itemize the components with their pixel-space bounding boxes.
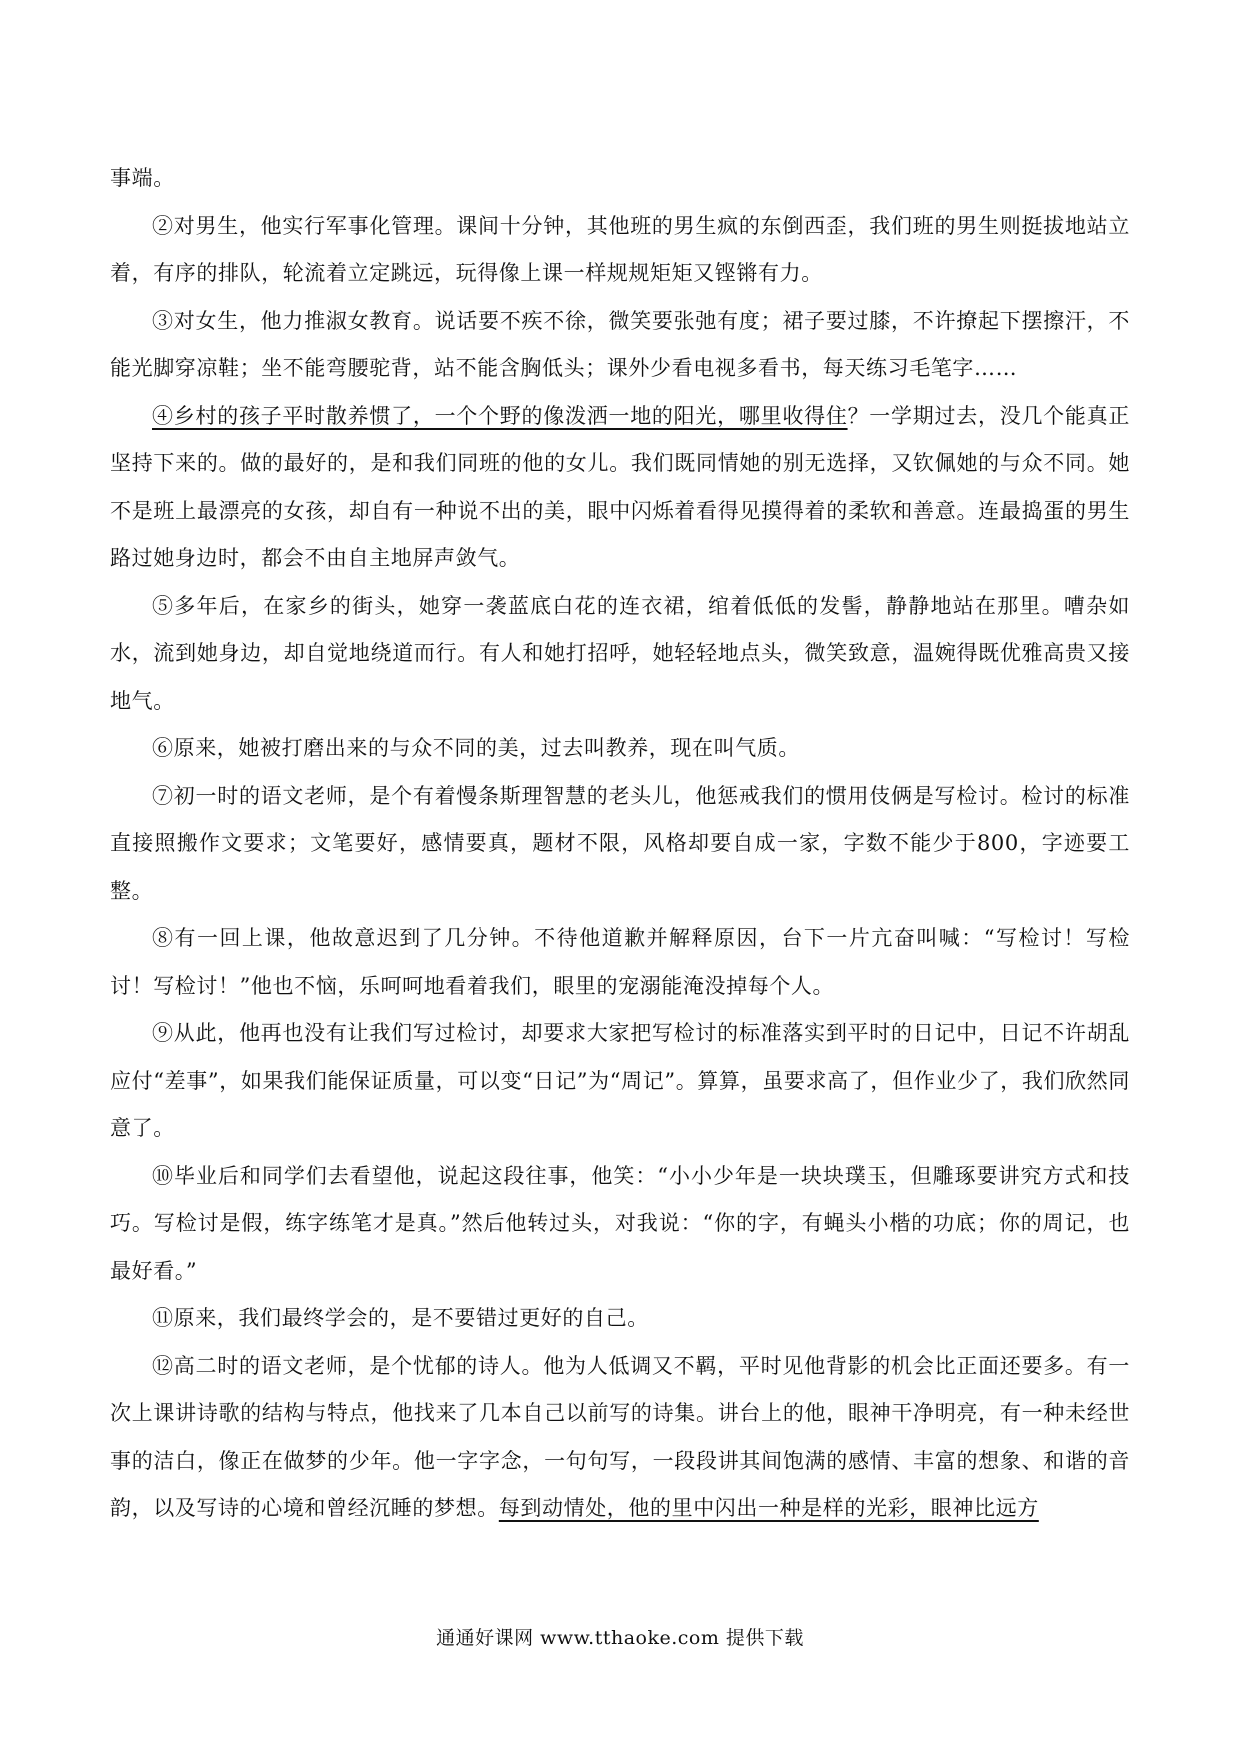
paragraph-text: ⑫高二时的语文老师，是个忧郁的诗人。他为人低调又不羁，平时见他背影的机会比正面还要多。有一次上课讲诗歌的结构与特点，他找来了几本自己以前写的诗集。讲台上的他，眼神干净明亮，有一种未经世事的洁白，像正在做梦的少年。他一字字念，一句句写，一段段讲其间饱满的感情、丰富的想象、和谐的音韵，以及写诗的心境和曾经沉睡的梦想。 bbox=[110, 1353, 1130, 1520]
paragraph-p9 bbox=[110, 1010, 1130, 1153]
paragraph-text: ⑤多年后，在家乡的街头，她穿一袭蓝底白花的连衣裙，绾着低低的发髻，静静地站在那里。嘈杂如水，流到她身边，却自觉地绕道而行。有人和她打招呼，她轻轻地点头，微笑致意，温婉得既优雅高贵又接地气。 bbox=[110, 593, 1130, 713]
paragraph-text: ⑦初一时的语文老师，是个有着慢条斯理智慧的老头儿，他惩戒我们的惯用伎俩是写检讨。检讨的标准直接照搬作文要求；文笔要好，感情要真，题材不限，风格却要自成一家，字数不能少于800，字迹要工整。 bbox=[110, 783, 1130, 903]
paragraph-text: 事端。 bbox=[110, 166, 175, 190]
paragraph-p6 bbox=[110, 725, 1130, 773]
paragraph-text: ？一学期过去，没几个能真正坚持下来的。做的最好的，是和我们同班的他的女儿。我们既同情她的别无选择，又钦佩她的与众不同。她不是班上最漂亮的女孩，却自有一种说不出的美，眼中闪烁着看得见摸得着的柔软和善意。连最捣蛋的男生路过她身边时，都会不由自主地屏声敛气。 bbox=[110, 403, 1130, 570]
paragraph-p0 bbox=[110, 155, 1130, 203]
paragraph-p7 bbox=[110, 773, 1130, 916]
paragraph-text: ⑥原来，她被打磨出来的与众不同的美，过去叫教养，现在叫气质。 bbox=[152, 736, 800, 760]
paragraph-p2 bbox=[110, 203, 1130, 298]
paragraph-p12 bbox=[110, 1343, 1130, 1533]
paragraph-text: ⑩毕业后和同学们去看望他，说起这段往事，他笑：“小小少年是一块块璞玉，但雕琢要讲究方式和技巧。写检讨是假，练字练笔才是真。”然后他转过头，对我说：“你的字，有蝇头小楷的功底；你的周记，也最好看。” bbox=[110, 1163, 1130, 1283]
underlined-sentence: ④乡村的孩子平时散养惯了，一个个野的像泼洒一地的阳光，哪里收得住 bbox=[152, 403, 848, 428]
paragraph-p4 bbox=[110, 393, 1130, 583]
paragraph-p10 bbox=[110, 1153, 1130, 1296]
paragraph-p3 bbox=[110, 298, 1130, 393]
article-body bbox=[110, 155, 1130, 1533]
page-footer: 通通好课网 www.tthaoke.com 提供下载 bbox=[436, 1627, 804, 1649]
paragraph-p8 bbox=[110, 915, 1130, 1010]
paragraph-p5 bbox=[110, 583, 1130, 726]
paragraph-text: ②对男生，他实行军事化管理。课间十分钟，其他班的男生疯的东倒西歪，我们班的男生则挺拔地站立着，有序的排队，轮流着立定跳远，玩得像上课一样规规矩矩又铿锵有力。 bbox=[110, 213, 1130, 285]
paragraph-text: ③对女生，他力推淑女教育。说话要不疾不徐，微笑要张弛有度；裙子要过膝，不许撩起下摆擦汗，不能光脚穿凉鞋；坐不能弯腰驼背，站不能含胸低头；课外少看电视多看书，每天练习毛笔字…… bbox=[110, 308, 1130, 380]
underlined-sentence: 每到动情处，他的里中闪出一种是样的光彩，眼神比远方 bbox=[498, 1496, 1039, 1520]
paragraph-p11 bbox=[110, 1295, 1130, 1343]
paragraph-text: ⑧有一回上课，他故意迟到了几分钟。不待他道歉并解释原因，台下一片亢奋叫喊：“写检讨！写检讨！写检讨！”他也不恼，乐呵呵地看着我们，眼里的宠溺能淹没掉每个人。 bbox=[110, 926, 1130, 998]
paragraph-text: ⑨从此，他再也没有让我们写过检讨，却要求大家把写检讨的标准落实到平时的日记中，日记不许胡乱应付“差事”，如果我们能保证质量，可以变“日记”为“周记”。算算，虽要求高了，但作业少了，我们欣然同意了。 bbox=[110, 1021, 1130, 1140]
paragraph-text: ⑪原来，我们最终学会的，是不要错过更好的自己。 bbox=[152, 1306, 649, 1330]
